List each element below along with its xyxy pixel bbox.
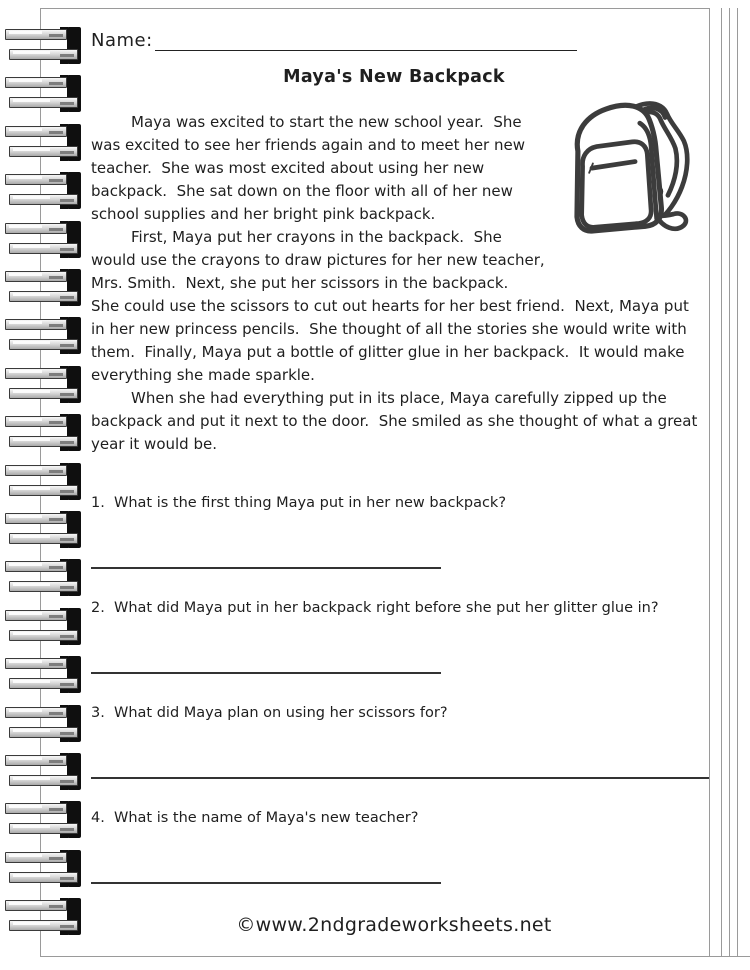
page-edge-bottom-line [708, 956, 750, 957]
question-3-text [91, 704, 697, 723]
page-edge-line [737, 8, 738, 957]
question-4 [91, 809, 697, 884]
answer-line-3[interactable] [91, 777, 709, 779]
question-3 [91, 704, 697, 779]
worksheet-page [40, 8, 710, 957]
backpack-illustration [559, 95, 699, 245]
question-2-text [91, 599, 697, 618]
answer-line-4[interactable] [91, 882, 441, 884]
questions-section [91, 494, 697, 884]
answer-line-1[interactable] [91, 567, 441, 569]
question-1-text [91, 494, 697, 513]
story-section [91, 111, 703, 456]
question-4-number: 4. [91, 810, 105, 826]
question-1-label: What is the first thing Maya put in her new backpack? [114, 495, 507, 511]
question-2 [91, 599, 697, 674]
question-2-number: 2. [91, 600, 105, 616]
question-1 [91, 494, 697, 569]
name-label: Name: [91, 30, 153, 51]
name-blank-line[interactable] [155, 26, 577, 51]
question-2-label: What did Maya put in her backpack right before she put her glitter glue in? [114, 600, 659, 616]
question-1-number: 1. [91, 495, 105, 511]
name-row [91, 19, 697, 51]
question-3-label: What did Maya plan on using her scissors for? [114, 705, 448, 721]
question-4-text [91, 809, 697, 828]
answer-line-2[interactable] [91, 672, 441, 674]
worksheet-title: Maya's New Backpack [283, 67, 505, 87]
backpack-icon [559, 95, 699, 245]
story-paragraph-3: When she had everything put in its place, Maya carefully zipped up the backpack and put it next to the door. She smiled as she thought of what a great year it would be. [91, 389, 703, 453]
story-paragraph-2: First, Maya put her crayons in the backpack. She would use the crayons to draw pictures for her new teacher, Mrs. Smith. Next, she put her scissors in the backpack. She could use the scissors to cut out hearts for her best friend. Next, Maya put in her new princess pencils. She thought of all the stories she would write with them. Finally, Maya put a bottle of glitter glue in her backpack. It would make everything she made sparkle. [91, 228, 694, 384]
page-edge-line [729, 8, 730, 957]
story-paragraph-1: Maya was excited to start the new school year. She was excited to see her friends again and to meet her new teacher. She was most excited about using her new backpack. She sat down on the floor with all of her new school supplies and her bright pink backpack. [91, 113, 530, 223]
footer-credit: ©www.2ndgradeworksheets.net [236, 914, 552, 936]
page-edge-line [721, 8, 722, 957]
question-3-number: 3. [91, 705, 105, 721]
question-4-label: What is the name of Maya's new teacher? [114, 810, 419, 826]
